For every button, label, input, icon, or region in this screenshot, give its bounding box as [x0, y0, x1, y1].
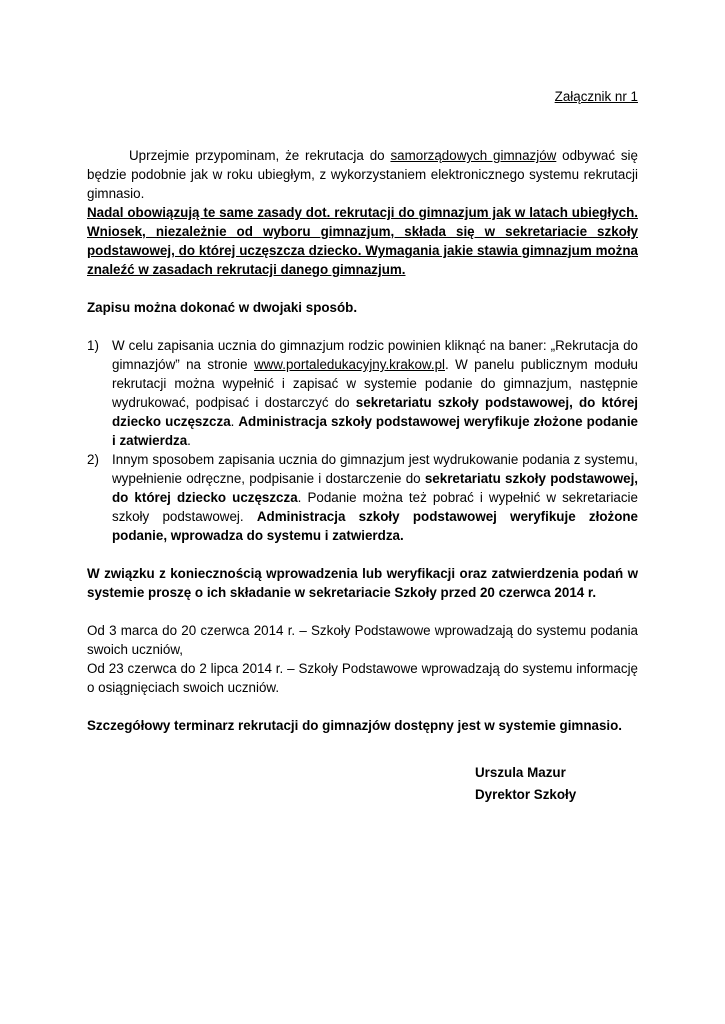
step-text: . W panelu publicznym modułu rekrutacji można wypełnić i zapisać w systemie podanie do gimnazjum, następnie wydrukować, podpisać i dostarczyć do: [112, 357, 639, 410]
step-text: . Podanie można też pobrać i wypełnić w sekretariacie szkoły podstawowej.: [112, 490, 638, 524]
letter-body: [87, 146, 638, 735]
enrollment-steps-list: [87, 336, 638, 545]
deadline-notice: W związku z koniecznością wprowadzenia lub weryfikacji oraz zatwierdzenia podań w systemie proszę o ich składanie w sekretariacie Szkoły przed 20 czerwca 2014 r.: [87, 566, 638, 600]
step-text: .: [230, 414, 239, 429]
dates-line-1: Od 3 marca do 20 czerwca 2014 r. – Szkoły Podstawowe wprowadzają do systemu podania swoich uczniów,: [87, 623, 638, 657]
step-bold-text: sekretariatu szkoły podstawowej, do której dziecko uczęszcza: [112, 395, 639, 429]
step-text: W celu zapisania ucznia do gimnazjum rodzic powinien kliknąć na baner: „Rekrutacja do gimnazjów” na stronie: [112, 338, 638, 372]
list-item: [87, 336, 638, 450]
step-bold-text: Administracja szkoły podstawowej weryfikuje złożone podanie i zatwierdza: [112, 414, 638, 448]
portal-link[interactable]: www.portaledukacyjny.krakow.pl: [253, 357, 445, 372]
signature-block: [475, 762, 576, 806]
schedule-notice: Szczegółowy terminarz rekrutacji do gimnazjów dostępny jest w systemie gimnasio.: [87, 718, 623, 733]
intro-paragraph: [87, 146, 638, 203]
signatory-name: Urszula Mazur: [475, 765, 566, 780]
enrollment-methods-heading: Zapisu można dokonać w dwojaki sposób.: [87, 300, 358, 315]
list-item: [87, 450, 638, 545]
dates-line-2: Od 23 czerwca do 2 lipca 2014 r. – Szkoły Podstawowe wprowadzają do systemu informację o osiągnięciach swoich uczniów.: [87, 661, 638, 695]
step-bold-text: sekretariatu szkoły podstawowej, do której dziecko uczęszcza: [112, 471, 639, 505]
intro-text-end: odbywać się będzie podobnie jak w roku ubiegłym, z wykorzystaniem elektronicznego systemu rekrutacji gimnasio.: [87, 148, 638, 201]
rules-paragraph: Nadal obowiązują te same zasady dot. rekrutacji do gimnazjum jak w latach ubiegłych. Wniosek, niezależnie od wyboru gimnazjum, składa się w sekretariacie szkoły podstawowej, do której uczęszcza dziecko. Wymagania jakie stawia gimnazjum można znaleźć w zasadach rekrutacji danego gimnazjum.: [87, 205, 638, 277]
step-text: .: [187, 433, 191, 448]
signatory-title: Dyrektor Szkoły: [475, 787, 577, 802]
list-item-number: 1): [87, 338, 99, 353]
step-bold-text: Administracja szkoły podstawowej weryfikuje złożone podanie, wprowadza do systemu i zatwierdza.: [112, 509, 638, 543]
list-item-number: 2): [87, 452, 99, 467]
public-schools-link[interactable]: samorządowych gimnazjów: [390, 148, 557, 163]
step-text: Innym sposobem zapisania ucznia do gimnazjum jest wydrukowanie podania z systemu, wypełnienie odręczne, podpisanie i dostarczenie do: [112, 452, 638, 486]
intro-text-start: Uprzejmie przypominam, że rekrutacja do: [129, 148, 391, 163]
annex-label: Załącznik nr 1: [554, 89, 638, 104]
